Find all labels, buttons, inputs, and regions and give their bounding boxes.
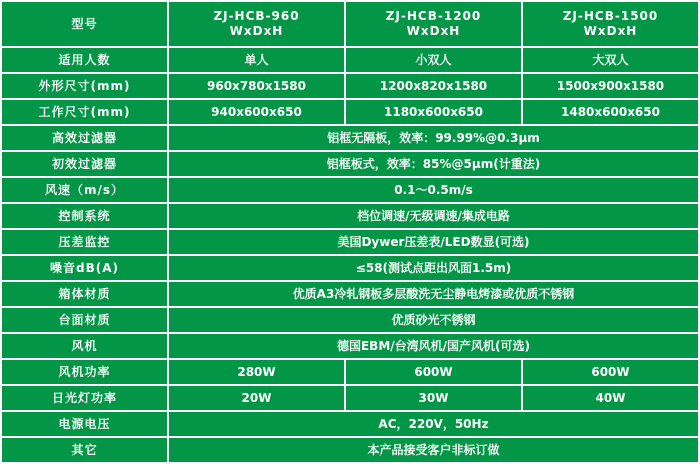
row-label-fengjigonglv: 风机功率 <box>2 360 167 384</box>
row-label-kongzhixitong: 控制系统 <box>2 204 167 228</box>
table-row <box>2 438 698 462</box>
header-column-0-dim: WxDxH <box>229 24 284 38</box>
row-7-value-0: 美国Dywer压差表/LED数显(可选) <box>169 230 698 254</box>
table-row <box>2 204 698 228</box>
row-14-value-0: AC，220V，50Hz <box>169 412 698 436</box>
table-row <box>2 152 698 176</box>
header-column-0-name: ZJ-HCB-960 <box>213 9 300 23</box>
row-1-value-2: 1500x900x1580 <box>523 74 698 98</box>
header-column-1-dim: WxDxH <box>406 24 461 38</box>
table-row <box>2 412 698 436</box>
row-11-value-0: 德国EBM/台湾风机/国产风机(可选) <box>169 334 698 358</box>
row-15-value-0: 本产品接受客户非标订做 <box>169 438 698 462</box>
row-label-xiangticaizhi: 箱体材质 <box>2 282 167 306</box>
header-column-1-name: ZJ-HCB-1200 <box>385 9 482 23</box>
row-label-yachajiankong: 压差监控 <box>2 230 167 254</box>
row-2-value-2: 1480x600x650 <box>523 100 698 124</box>
row-1-value-1: 1200x820x1580 <box>346 74 521 98</box>
row-label-fengsu: 风速（m/s） <box>2 178 167 202</box>
header-column-1 <box>346 2 521 46</box>
row-13-value-2: 40W <box>523 386 698 410</box>
row-13-value-1: 30W <box>346 386 521 410</box>
table-row <box>2 178 698 202</box>
row-label-gongzuochicun: 工作尺寸(mm) <box>2 100 167 124</box>
header-column-2-name: ZJ-HCB-1500 <box>562 9 659 23</box>
table-row <box>2 126 698 150</box>
table-row <box>2 256 698 280</box>
row-label-fengji: 风机 <box>2 334 167 358</box>
row-8-value-0: ≤58(测试点距出风面1.5m) <box>169 256 698 280</box>
row-label-waixingchicun: 外形尺寸(mm) <box>2 74 167 98</box>
table-row <box>2 48 698 72</box>
row-9-value-0: 优质A3冷轧钢板多层酸洗无尘静电烤漆或优质不锈钢 <box>169 282 698 306</box>
row-0-value-0: 单人 <box>169 48 344 72</box>
table-row <box>2 100 698 124</box>
row-label-taimiancaizhi: 台面材质 <box>2 308 167 332</box>
header-column-2 <box>523 2 698 46</box>
row-1-value-0: 960x780x1580 <box>169 74 344 98</box>
row-10-value-0: 优质砂光不锈钢 <box>169 308 698 332</box>
row-12-value-1: 600W <box>346 360 521 384</box>
table-row <box>2 386 698 410</box>
row-label-shiyongrenshu: 适用人数 <box>2 48 167 72</box>
row-2-value-0: 940x600x650 <box>169 100 344 124</box>
row-4-value-0: 铝框板式，效率：85%@5μm(计重法) <box>169 152 698 176</box>
header-model-label: 型号 <box>2 2 167 46</box>
row-label-riguangdenggonglv: 日光灯功率 <box>2 386 167 410</box>
table-row <box>2 334 698 358</box>
table-row <box>2 282 698 306</box>
header-column-0 <box>169 2 344 46</box>
row-label-zaoyin: 噪音dB(A) <box>2 256 167 280</box>
row-0-value-2: 大双人 <box>523 48 698 72</box>
table-row <box>2 360 698 384</box>
row-0-value-1: 小双人 <box>346 48 521 72</box>
row-5-value-0: 0.1～0.5m/s <box>169 178 698 202</box>
row-12-value-0: 280W <box>169 360 344 384</box>
header-column-2-dim: WxDxH <box>583 24 638 38</box>
row-12-value-2: 600W <box>523 360 698 384</box>
row-label-gaoxiaoguolvqi: 高效过滤器 <box>2 126 167 150</box>
row-3-value-0: 铝框无隔板，效率：99.99%@0.3μm <box>169 126 698 150</box>
table-row <box>2 230 698 254</box>
table-row <box>2 74 698 98</box>
table-header-row <box>2 2 698 46</box>
row-6-value-0: 档位调速/无级调速/集成电路 <box>169 204 698 228</box>
row-13-value-0: 20W <box>169 386 344 410</box>
table-row <box>2 308 698 332</box>
row-2-value-1: 1180x600x650 <box>346 100 521 124</box>
row-label-qita: 其它 <box>2 438 167 462</box>
row-label-chuxiaoguolvqi: 初效过滤器 <box>2 152 167 176</box>
row-label-dianyuandianya: 电源电压 <box>2 412 167 436</box>
